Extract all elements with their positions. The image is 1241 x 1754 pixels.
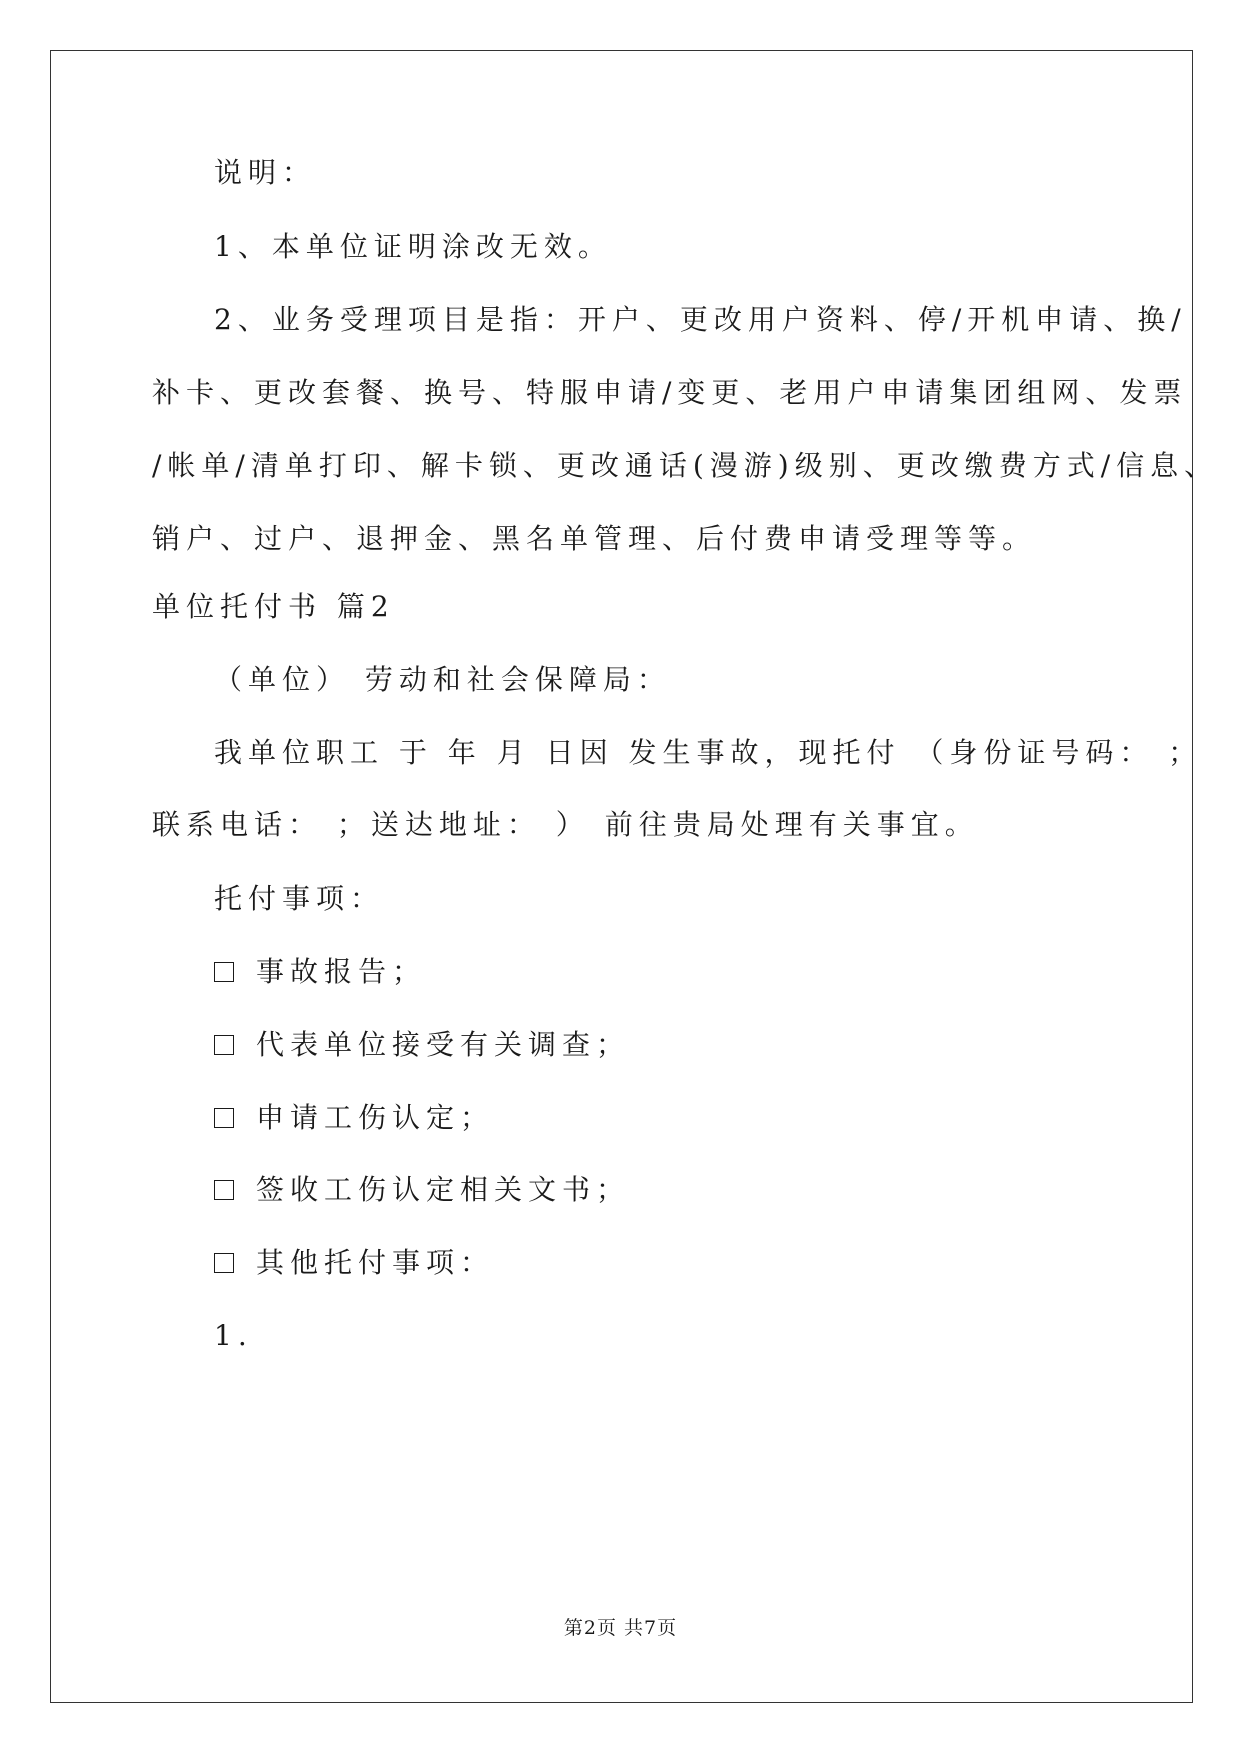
addressee: （单位） 劳动和社会保障局： [214, 663, 671, 696]
checklist-item [214, 1028, 630, 1062]
checkbox-icon [214, 1253, 234, 1273]
checkbox-icon [214, 1180, 234, 1200]
page-footer: 第2页 共7页 [563, 1617, 678, 1639]
checklist-item [214, 1173, 630, 1207]
checklist-item-label: 其他托付事项： [256, 1246, 495, 1279]
checklist-item-label: 签收工伤认定相关文书； [256, 1173, 631, 1206]
checklist-item [214, 1246, 494, 1280]
checklist-item-label: 申请工伤认定； [256, 1101, 495, 1134]
note-item-1: 1、本单位证明涂改无效。 [214, 230, 612, 263]
note-title: 说明： [214, 156, 317, 189]
body-line-2: 联系电话： ；送达地址： ） 前往贵局处理有关事宜。 [152, 808, 979, 841]
body-line-1: 我单位职工 于 年 月 日因 发生事故，现托付 （身份证号码： ； [214, 736, 1203, 769]
numbered-item-1: 1. [214, 1319, 253, 1352]
note-item-2-line-4: 销户、过户、退押金、黑名单管理、后付费申请受理等等。 [152, 522, 1037, 555]
checklist-item-label: 事故报告； [256, 955, 427, 988]
note-item-2-line-2: 补卡、更改套餐、换号、特服申请/变更、老用户申请集团组网、发票 [152, 376, 1188, 409]
checkbox-icon [214, 962, 234, 982]
page-border [50, 50, 1193, 1703]
checklist-item [214, 955, 426, 989]
checklist-item-label: 代表单位接受有关调查； [256, 1028, 631, 1061]
note-item-2-line-1: 2、业务受理项目是指：开户、更改用户资料、停/开机申请、换/ [214, 303, 1187, 336]
section-title: 单位托付书 篇2 [152, 590, 395, 623]
items-title: 托付事项： [214, 882, 385, 915]
checkbox-icon [214, 1108, 234, 1128]
checkbox-icon [214, 1035, 234, 1055]
note-item-2-line-3: /帐单/清单打印、解卡锁、更改通话(漫游)级别、更改缴费方式/信息、 [152, 449, 1219, 482]
checklist-item [214, 1101, 494, 1135]
